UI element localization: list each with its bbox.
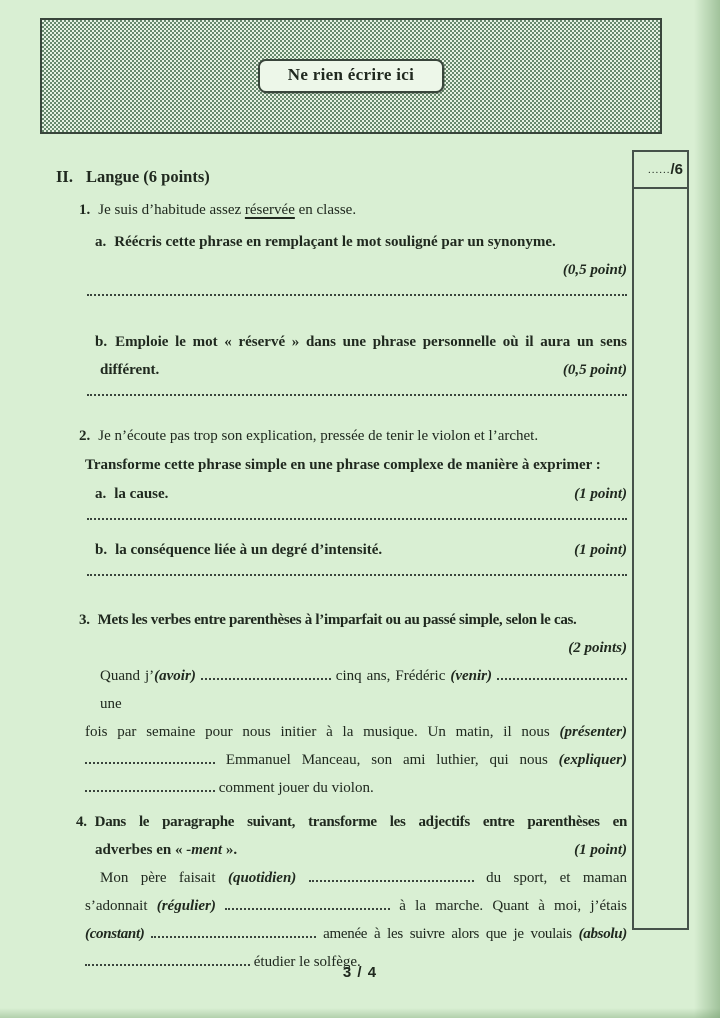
- hint-word: -ment: [186, 842, 223, 858]
- item-number: a.: [95, 486, 107, 502]
- points-line: [56, 256, 627, 284]
- dotted-blank: [201, 667, 331, 680]
- item-number: 1.: [79, 202, 91, 218]
- text-segment: Mon père faisait: [100, 870, 228, 886]
- content-blocks: [56, 196, 627, 976]
- question-line: [79, 606, 627, 634]
- question-line: [100, 662, 627, 718]
- dotted-blank: [85, 751, 215, 764]
- text-segment: Je n’écoute pas trop son explication, pressée de tenir le violon et l’archet.: [98, 428, 539, 444]
- item-number: b.: [95, 542, 108, 558]
- text-segment: adverbes en «: [95, 842, 187, 858]
- score-total-label: /6: [670, 161, 683, 178]
- dotted-blank: [225, 897, 390, 910]
- scan-edge-shadow: [694, 0, 720, 1018]
- score-box: [634, 152, 687, 189]
- hint-word: (absolu): [578, 926, 627, 942]
- question-line: [95, 480, 627, 508]
- text-segment: [145, 926, 152, 942]
- question-line: [85, 920, 627, 948]
- text-segment: [216, 898, 225, 914]
- question-line: [79, 196, 627, 224]
- question-line: [76, 808, 627, 836]
- text-segment: cinq ans, Frédéric: [330, 668, 451, 684]
- text-segment: s’adonnait: [85, 898, 157, 914]
- text-segment: Réécris cette phrase en remplaçant le mot souligné par un synonyme.: [114, 234, 556, 250]
- question-line: [85, 746, 627, 774]
- answer-dotted-line: [87, 508, 627, 520]
- points-label: (1 point): [574, 542, 627, 558]
- text-segment: amenée à les suivre alors que je voulais: [316, 926, 579, 942]
- exam-content: [56, 162, 627, 976]
- question-line: [85, 774, 627, 802]
- question-line: [79, 422, 627, 450]
- text-segment: étudier le solfège.: [250, 954, 361, 970]
- question-line: [95, 536, 627, 564]
- points-label: (0,5 point): [562, 262, 627, 278]
- do-not-write-band: [40, 18, 662, 134]
- question-line: [95, 836, 627, 864]
- item-number: b.: [95, 334, 108, 350]
- text-segment: en classe.: [294, 202, 357, 218]
- hint-word: (présenter): [559, 724, 627, 740]
- text-segment: Je suis d’habitude assez: [98, 202, 245, 218]
- question-line: [85, 718, 627, 746]
- text-segment: ».: [222, 842, 238, 858]
- hint-word: (régulier): [156, 898, 216, 914]
- text-segment: Dans le paragraphe suivant, transforme les adjectifs entre parenthèses en: [94, 814, 627, 830]
- text-segment: réservée: [244, 202, 295, 218]
- answer-dotted-line: [87, 284, 627, 296]
- text-segment: différent.: [100, 362, 160, 378]
- scan-bottom-shadow: [0, 1008, 720, 1018]
- section-numeral: II.: [56, 167, 73, 186]
- points-label: (2 points): [568, 640, 627, 656]
- text-segment: fois par semaine pour nous initier à la musique. Un matin, il nous: [85, 724, 560, 740]
- item-number: 3.: [79, 612, 90, 628]
- question-line: [100, 356, 627, 384]
- item-number: a.: [95, 234, 107, 250]
- points-label: (1 point): [574, 486, 627, 502]
- hint-word: (constant): [85, 926, 145, 942]
- dotted-blank: [85, 779, 215, 792]
- item-number: 2.: [79, 428, 91, 444]
- points-label: (1 point): [574, 842, 627, 858]
- do-not-write-notice: Ne rien écrire ici: [258, 59, 444, 93]
- dotted-blank: [151, 925, 316, 938]
- score-blank-dots: ......: [647, 163, 671, 176]
- hint-word: (quotidien): [227, 870, 297, 886]
- text-segment: Emploie le mot « réservé » dans une phrase personnelle où il aura un sens: [115, 334, 627, 350]
- page-number: 3 / 4: [342, 964, 378, 981]
- question-line: [95, 328, 627, 356]
- answer-dotted-line: [87, 564, 627, 576]
- text-segment: la conséquence liée à un degré d’intensité.: [115, 542, 383, 558]
- text-segment: comment jouer du violon.: [215, 780, 374, 796]
- section-title: [56, 162, 627, 192]
- text-segment: Mets les verbes entre parenthèses à l’imparfait ou au passé simple, selon le cas.: [97, 612, 577, 628]
- text-segment: du sport, et maman: [473, 870, 627, 886]
- points-line: [56, 634, 627, 662]
- text-segment: Emmanuel Manceau, son ami luthier, qui nous: [215, 752, 559, 768]
- item-number: 4.: [76, 814, 87, 830]
- text-segment: la cause.: [114, 486, 169, 502]
- points-label: (0,5 point): [562, 362, 627, 378]
- score-column: [632, 150, 689, 930]
- answer-dotted-line: [87, 384, 627, 396]
- question-line: [95, 228, 627, 256]
- hint-word: (avoir): [154, 668, 196, 684]
- question-line: [100, 864, 627, 892]
- section-title-text: Langue (6 points): [85, 167, 210, 186]
- text-segment: Quand j’: [100, 668, 155, 684]
- hint-word: (expliquer): [558, 752, 627, 768]
- dotted-blank: [497, 667, 627, 680]
- question-line: [85, 451, 627, 479]
- text-segment: [296, 870, 308, 886]
- text-segment: Transforme cette phrase simple en une phrase complexe de manière à exprimer :: [85, 457, 601, 473]
- text-segment: une: [100, 696, 122, 712]
- dotted-blank: [309, 869, 474, 882]
- question-line: [85, 892, 627, 920]
- text-segment: à la marche. Quant à moi, j’étais: [390, 898, 627, 914]
- hint-word: (venir): [450, 668, 493, 684]
